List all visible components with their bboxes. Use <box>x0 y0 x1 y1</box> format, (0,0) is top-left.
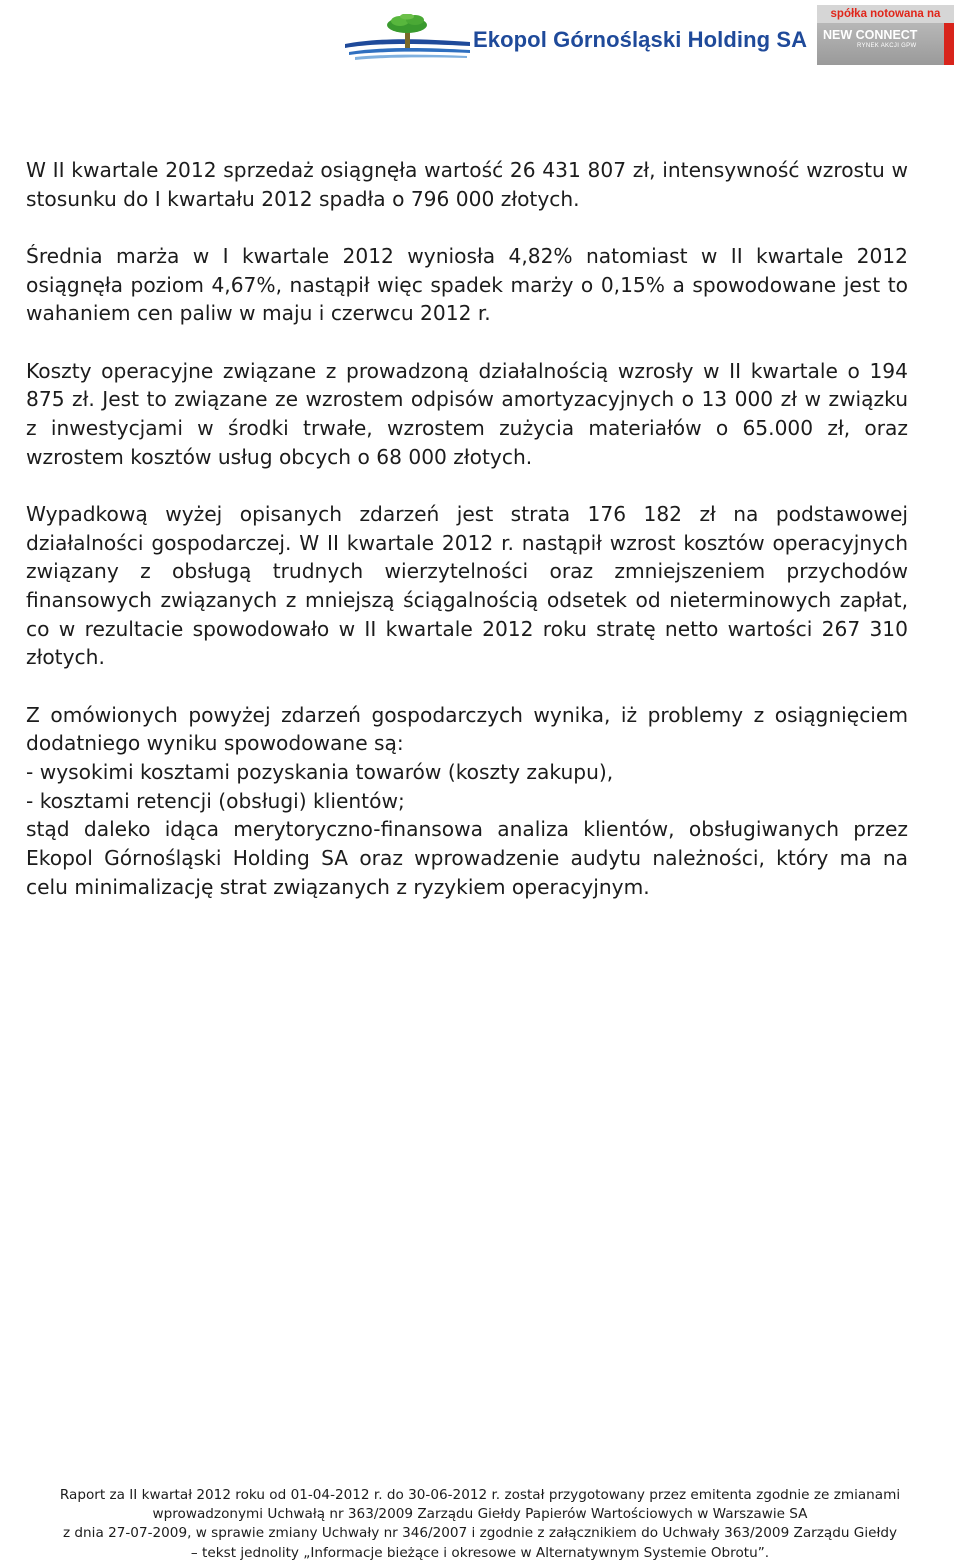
problems-item: - kosztami retencji (obsługi) klientów; <box>26 788 405 813</box>
page-footer <box>0 1486 960 1563</box>
brand-name: Ekopol Górnośląski Holding SA <box>473 27 808 52</box>
footer-line: – tekst jednolity „Informacje bieżące i okresowe w Alternatywnym Systemie Obrotu”. <box>190 1544 770 1561</box>
paragraph-sales: W II kwartale 2012 sprzedaż osiągnęła wartość 26 431 807 zł, intensywność wzrostu w stosunku do I kwartału 2012 spadła o 796 000 złotych. <box>26 158 908 211</box>
newconnect-logo: NEW CONNECT <box>823 28 918 42</box>
company-logo <box>345 14 808 64</box>
footer-line: Raport za II kwartał 2012 roku od 01-04-2012 r. do 30-06-2012 r. został przygotowany przez emitenta zgodnie ze zmianami <box>59 1487 901 1503</box>
paragraph-result: Wypadkową wyżej opisanych zdarzeń jest strata 176 182 zł na podstawowej działalności gospodarczej. W II kwartale 2012 r. nastąpił wzrost kosztów operacyjnych związany z obsługą trudnych wierzytelności oraz zmniejszeniem przychodów finansowych związanych z mniejszą ściągalnością odsetek od nieterminowych zapłat, co w rezultacie spowodowało w II kwartale 2012 roku stratę netto wartości 267 310 złotych. <box>26 501 908 670</box>
badge-red-stripe <box>944 23 954 65</box>
paragraph-margin: Średnia marża w I kwartale 2012 wyniosła 4,82% natomiast w II kwartale 2012 osiągnęła poziom 4,67%, nastąpił więc spadek marży o 0,15% a spowodowane jest to wahaniem cen paliw w maju i czerwcu 2012 r. <box>26 243 908 326</box>
footer-line: z dnia 27-07-2009, w sprawie zmiany Uchwały nr 346/2007 i zgodnie z załącznikiem do Uchwały 363/2009 Zarządu Giełdy <box>62 1525 898 1542</box>
badge-subtitle: RYNEK AKCJI GPW <box>857 43 917 49</box>
problems-intro: Z omówionych powyżej zdarzeń gospodarczych wynika, iż problemy z osiągnięciem dodatniego wyniku spowodowane są: <box>26 702 908 756</box>
paragraph-problems <box>26 701 908 902</box>
report-body <box>26 156 908 930</box>
problems-item: - wysokimi kosztami pozyskania towarów (koszty zakupu), <box>26 759 614 784</box>
problems-closing: stąd daleko idąca merytoryczno-finansowa analiza klientów, obsługiwanych przez Ekopol Górnośląski Holding SA oraz wprowadzenie audytu należności, który ma na celu minimalizację strat związanych z ryzykiem operacyjnym. <box>26 817 908 899</box>
newconnect-badge <box>817 5 954 65</box>
footer-line: wprowadzonymi Uchwałą nr 363/2009 Zarządu Giełdy Papierów Wartościowych w Warszawie SA <box>152 1506 808 1523</box>
page-header <box>0 0 960 70</box>
paragraph-operating-costs: Koszty operacyjne związane z prowadzoną działalnością wzrosły w II kwartale o 194 875 zł. Jest to związane ze wzrostem odpisów amortyzacyjnych o 13 000 zł w związku z inwestycjami w środki trwałe, wzrostem zużycia materiałów o 65.000 zł, oraz wzrostem kosztów usług obcych o 68 000 złotych. <box>26 358 908 469</box>
tree-logo-icon <box>345 14 475 64</box>
badge-caption: spółka notowana na <box>817 5 954 23</box>
badge-body <box>817 23 954 65</box>
